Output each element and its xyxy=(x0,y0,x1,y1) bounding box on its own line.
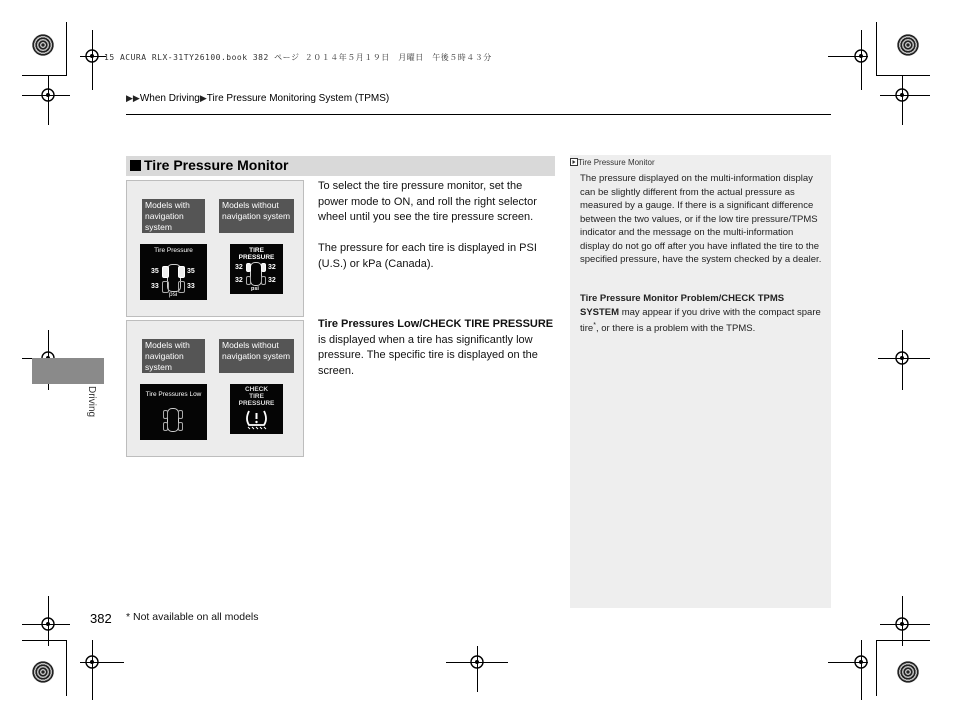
tire-icon xyxy=(246,263,251,272)
reference-arrow-icon xyxy=(570,158,578,166)
message-title: Tire Pressure Monitor Problem/CHECK TPMS SYSTEM xyxy=(580,293,785,318)
screen-title: Tire Pressures Low xyxy=(145,391,202,398)
figure-tire-pressure-screens xyxy=(126,180,304,317)
page-number: 382 xyxy=(90,611,112,626)
body-paragraph xyxy=(318,317,555,379)
side-note xyxy=(570,155,831,608)
section-title xyxy=(126,156,555,176)
low-tire-pressure-warning-icon xyxy=(244,408,269,430)
tag-models-without-navigation: Models without navigation system xyxy=(219,199,294,233)
registration-target-icon xyxy=(897,34,919,56)
screen-title-line: TIRE xyxy=(249,393,264,400)
footnote: * Not available on all models xyxy=(126,611,259,623)
tire-icon xyxy=(163,410,168,419)
tire-icon xyxy=(178,266,185,278)
note-text: , or there is a problem with the TPMS. xyxy=(595,323,756,335)
rear-left-value: 32 xyxy=(235,277,243,284)
tire-icon xyxy=(163,422,168,431)
double-arrow-icon: ▶▶ xyxy=(126,93,140,103)
screen-title-line: CHECK xyxy=(244,386,269,393)
crosshair-icon xyxy=(892,85,912,105)
figure-low-pressure-screens xyxy=(126,320,304,457)
footnote-marker: * xyxy=(593,322,596,329)
crosshair-icon xyxy=(892,614,912,634)
registration-target-icon xyxy=(897,661,919,683)
tire-icon xyxy=(178,410,183,419)
front-left-value: 32 xyxy=(235,264,243,271)
body-paragraph: To select the tire pressure monitor, set the power mode to ON, and roll the right selector wheel until you see the tire pressure screen. xyxy=(318,180,537,223)
message-description: is displayed when a tire has significantly low pressure. The specific tire is displayed on the screen. xyxy=(318,333,538,377)
screen-title: TIRE PRESSURE xyxy=(238,247,275,261)
screen-title-line: PRESSURE xyxy=(238,400,275,407)
header-rule xyxy=(126,114,831,115)
crosshair-icon xyxy=(38,85,58,105)
print-metadata: 15 ACURA RLX-31TY26100.book 382 ページ ２０１４年５月１９日 月曜日 午後５時４３分 xyxy=(104,53,492,62)
breadcrumb xyxy=(126,93,389,104)
front-right-value: 32 xyxy=(268,264,276,271)
tire-icon xyxy=(178,422,183,431)
screen-title: Tire Pressure xyxy=(154,247,193,254)
front-left-value: 35 xyxy=(151,268,159,275)
breadcrumb-item[interactable]: Tire Pressure Monitoring System (TPMS) xyxy=(206,93,390,104)
note-paragraph xyxy=(580,292,824,336)
tire-icon xyxy=(246,276,251,285)
registration-target-icon xyxy=(32,34,54,56)
crosshair-icon xyxy=(892,348,912,368)
note-heading xyxy=(570,158,655,167)
rear-left-value: 33 xyxy=(151,283,159,290)
tire-icon xyxy=(261,276,266,285)
note-heading-text: Tire Pressure Monitor xyxy=(578,158,655,167)
section-title-text: Tire Pressure Monitor xyxy=(144,157,289,173)
display-screen-without-nav xyxy=(230,244,283,294)
unit-label: psi xyxy=(251,286,259,292)
crosshair-icon xyxy=(851,652,871,672)
tag-models-with-navigation: Models with navigation system xyxy=(142,339,205,373)
registration-target-icon xyxy=(32,661,54,683)
message-title: Tire Pressures Low/CHECK TIRE PRESSURE xyxy=(318,318,554,330)
tag-models-with-navigation: Models with navigation system xyxy=(142,199,205,233)
front-right-value: 35 xyxy=(187,268,195,275)
crosshair-icon xyxy=(82,652,102,672)
note-paragraph: The pressure displayed on the multi-information display can be slightly different from the actual pressure as measured by a gauge. If there is a significant difference between the two values, or if the low tire pressure/TPMS indicator and the message on the multi-information display do not go off after you have inflated the tire to the specified pressure, have the system checked by a dealer. xyxy=(580,173,822,265)
crosshair-icon xyxy=(467,652,487,672)
rear-right-value: 33 xyxy=(187,283,195,290)
side-tab xyxy=(32,358,104,384)
rear-right-value: 32 xyxy=(268,277,276,284)
crosshair-icon xyxy=(851,46,871,66)
arrow-icon: ▶ xyxy=(199,93,207,103)
tire-icon xyxy=(178,281,185,293)
tire-icon xyxy=(261,263,266,272)
crosshair-icon xyxy=(38,614,58,634)
body-paragraph: The pressure for each tire is displayed in PSI (U.S.) or kPa (Canada). xyxy=(318,242,537,270)
side-tab-label: Driving xyxy=(86,386,97,418)
tire-icon xyxy=(162,281,169,293)
display-screen-with-nav xyxy=(140,244,207,300)
breadcrumb-item[interactable]: When Driving xyxy=(139,93,200,104)
square-bullet-icon xyxy=(130,160,141,171)
note-text: may appear if you drive with the compact spare tire xyxy=(580,306,821,335)
tire-icon xyxy=(162,266,169,278)
display-screen-with-nav xyxy=(140,384,207,440)
crosshair-icon xyxy=(82,46,102,66)
display-screen-without-nav xyxy=(230,384,283,434)
unit-label: psi xyxy=(169,291,178,298)
tag-models-without-navigation: Models without navigation system xyxy=(219,339,294,373)
